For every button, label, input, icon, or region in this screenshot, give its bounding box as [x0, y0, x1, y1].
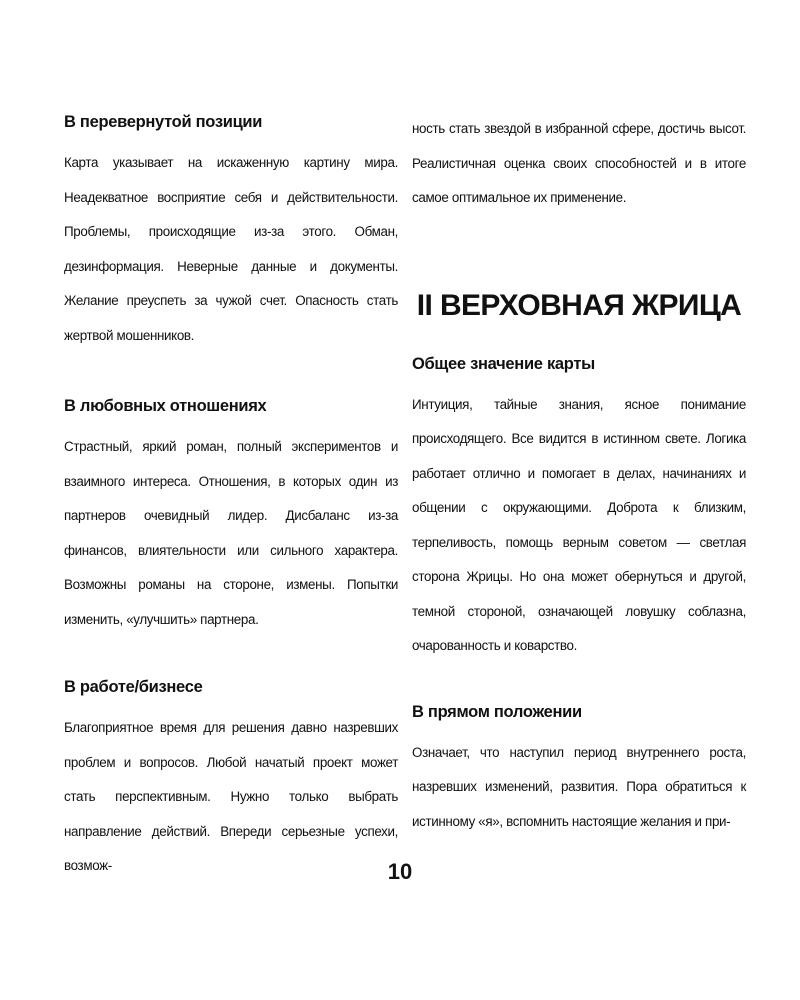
- section-heading: В прямом положении: [412, 702, 582, 721]
- section-text: Благоприятное время для решения давно назревших проблем и вопросов. Любой начатый проект может стать перспективным. Нужно только выбрать направление действий. Впереди серьезные успехи, возмож-: [64, 720, 398, 873]
- chapter-title: II ВЕРХОВНАЯ ЖРИЦА: [416, 288, 742, 322]
- section-text: Страстный, яркий роман, полный экспериментов и взаимного интереса. Отношения, в которых один из партнеров очевидный лидер. Дисбаланс из-за финансов, влиятельности или сильного характера. Возможны романы на стороне, измены. Попытки изменить, «улучшить» партнера.: [64, 439, 398, 627]
- section-heading: В перевернутой позиции: [64, 113, 263, 131]
- section-heading: В работе/бизнесе: [64, 678, 203, 696]
- section-upright-position: [412, 702, 746, 840]
- section-heading: Общее значение карты: [412, 354, 595, 373]
- right-column: [412, 112, 746, 839]
- section-heading: В любовных отношениях: [64, 397, 267, 415]
- continuation-text: ность стать звездой в избранной сфере, достичь высот. Реалистичная оценка своих способностей и в итоге самое оптимальное их применение.: [412, 121, 746, 205]
- section-general-meaning: [412, 354, 746, 664]
- section-text: Интуиция, тайные знания, ясное понимание происходящего. Все видится в истинном свете. Логика работает отлично и помогает в делах, начинаниях и общении с окружающими. Доброта к близким, терпеливость, помощь верным советом — светлая сторона Жрицы. Но она может обернуться и другой, темной стороной, означающей ловушку соблазна, очарованность и коварство.: [412, 396, 746, 653]
- page-number: 10: [387, 859, 413, 884]
- left-column: [64, 112, 398, 884]
- section-work-business: [64, 677, 398, 884]
- section-love: [64, 396, 398, 637]
- section-reversed-position: [64, 112, 398, 353]
- section-text: Карта указывает на искаженную картину мира. Неадекватное восприятие себя и действительности. Проблемы, происходящие из-за этого. Обман, дезинформация. Неверные данные и документы. Желание преуспеть за чужой счет. Опасность стать жертвой мошенников.: [64, 155, 398, 343]
- section-text: Означает, что наступил период внутреннего роста, назревших изменений, развития. Пора обратиться к истинному «я», вспомнить настоящие желания и при-: [412, 744, 746, 829]
